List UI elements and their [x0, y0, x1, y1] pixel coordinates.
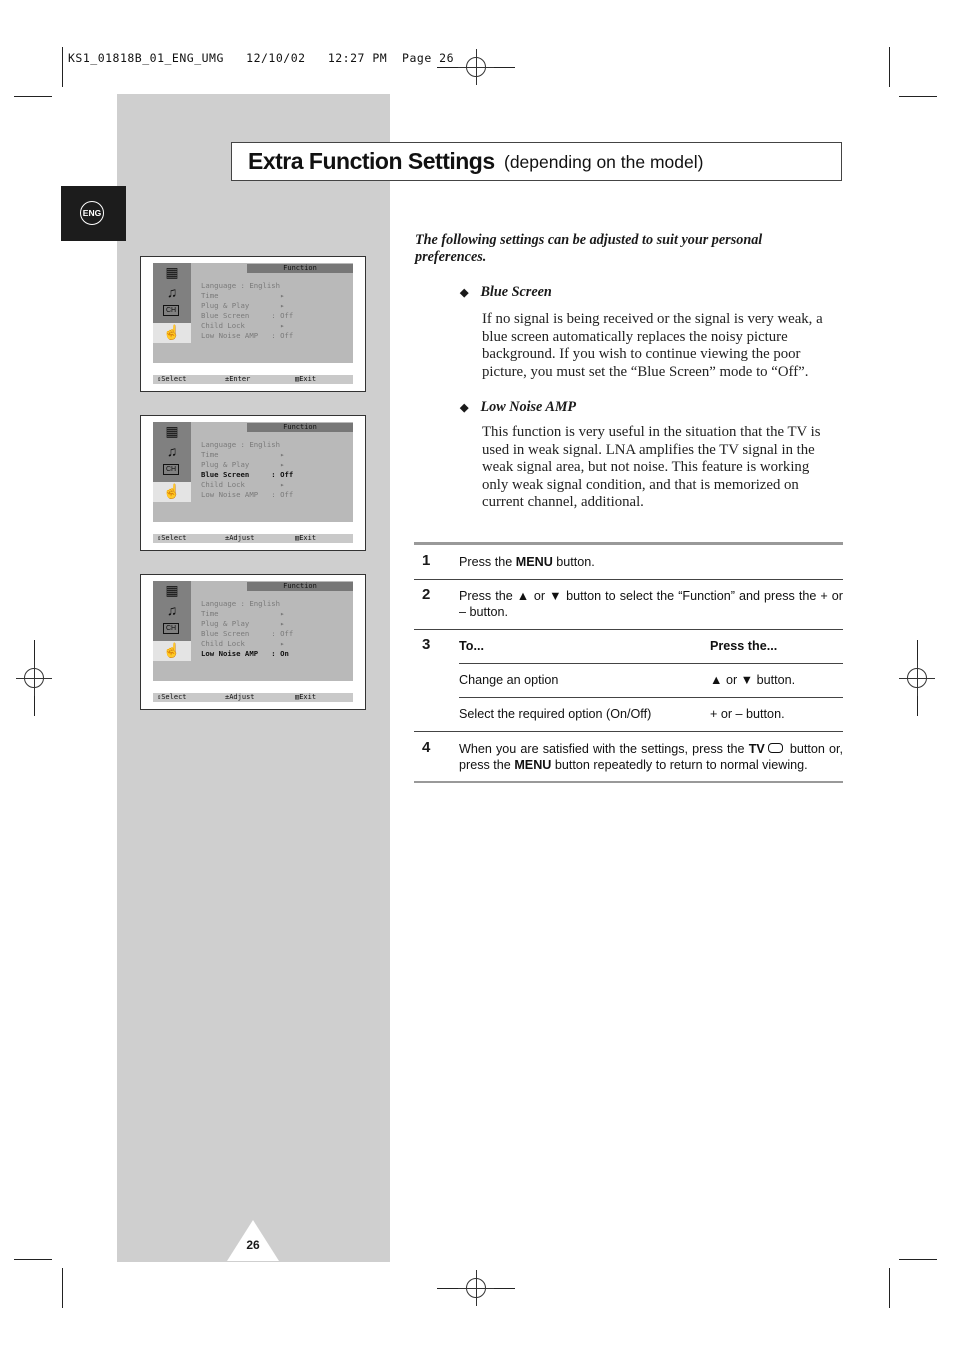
- step-3-row-to: Change an option: [459, 673, 559, 687]
- osd-screen-2: [140, 415, 366, 551]
- osd-footer-exit: ▥Exit: [295, 693, 317, 701]
- osd-footer-select: ⇕Select: [157, 534, 187, 542]
- crop-mark: [62, 47, 63, 87]
- channel-icon: CH: [163, 464, 179, 475]
- language-badge: ENG: [80, 201, 104, 225]
- osd-footer-enter: ±Enter: [225, 375, 251, 383]
- step-4-text: When you are satisfied with the settings, press the TV button or, press the MENU button repeatedly to return to normal viewing.: [459, 742, 844, 772]
- channel-icon: CH: [163, 623, 179, 634]
- registration-mark: [899, 660, 935, 696]
- osd-display: [153, 581, 353, 681]
- tv-button-icon: [768, 743, 783, 753]
- osd-row: Time ▸: [201, 609, 285, 618]
- print-slug: KS1_01818B_01_ENG_UMG 12/10/02 12:27 PM Page 26: [68, 51, 455, 65]
- bullet-heading-text: Blue Screen: [480, 284, 552, 300]
- osd-footer-adjust: ±Adjust: [225, 534, 255, 542]
- sound-icon: ♫: [166, 602, 178, 618]
- osd-display: [153, 263, 353, 363]
- osd-row: Time ▸: [201, 450, 285, 459]
- osd-row: Plug & Play ▸: [201, 619, 285, 628]
- osd-header: Function: [247, 582, 353, 591]
- picture-icon: ▦: [165, 423, 179, 439]
- osd-row: Language : English: [201, 281, 281, 290]
- osd-row: Child Lock ▸: [201, 321, 285, 330]
- crop-mark: [14, 96, 52, 97]
- bullet-heading-text: Low Noise AMP: [480, 399, 577, 415]
- osd-display: [153, 422, 353, 522]
- crop-mark: [899, 96, 937, 97]
- osd-row: Blue Screen : Off: [201, 629, 294, 638]
- sound-icon: ♫: [166, 443, 178, 459]
- osd-icon-column: [153, 422, 191, 502]
- osd-header: Function: [247, 423, 353, 432]
- page-title-box: [231, 142, 842, 181]
- crop-mark: [889, 1268, 890, 1308]
- registration-mark: [16, 660, 52, 696]
- language-tab: [61, 186, 126, 241]
- bullet-heading-low-noise-amp: [460, 399, 576, 416]
- registration-mark: [458, 49, 494, 85]
- intro-paragraph: The following settings can be adjusted to suit your personal preferences.: [415, 232, 763, 265]
- osd-footer: [153, 375, 353, 384]
- divider: [459, 697, 843, 698]
- crop-mark: [899, 1259, 937, 1260]
- step-2-text: Press the ▲ or ▼ button to select the “Function” and press the + or – button.: [459, 589, 843, 619]
- osd-icon-column: [153, 263, 191, 343]
- step-3-row-press: + or – button.: [710, 707, 785, 721]
- osd-row: Time ▸: [201, 291, 285, 300]
- osd-row: Plug & Play ▸: [201, 301, 285, 310]
- osd-row: Child Lock ▸: [201, 480, 285, 489]
- osd-screen-3: [140, 574, 366, 710]
- bullet-body-blue-screen: If no signal is being received or the signal is very weak, a blue screen automatically replaces the noisy picture background. If you wish to continue viewing the poor picture, you must set the “Blue Screen” mode to “Off”.: [482, 311, 823, 380]
- crop-mark: [62, 1268, 63, 1308]
- divider: [414, 629, 843, 630]
- osd-row: Language : English: [201, 440, 281, 449]
- picture-icon: ▦: [165, 264, 179, 280]
- osd-row: Low Noise AMP : Off: [201, 331, 294, 340]
- step-3-col-to: To...: [459, 639, 484, 653]
- sound-icon: ♫: [166, 284, 178, 300]
- osd-row: Language : English: [201, 599, 281, 608]
- osd-row: Blue Screen : Off: [201, 311, 294, 320]
- step-number: 4: [422, 739, 431, 756]
- step-1-text: Press the MENU button.: [459, 555, 595, 569]
- osd-footer-select: ⇕Select: [157, 693, 187, 701]
- osd-row: Child Lock ▸: [201, 639, 285, 648]
- osd-footer: [153, 534, 353, 543]
- step-3-row-press: ▲ or ▼ button.: [710, 673, 796, 687]
- hand-icon: ☝: [163, 324, 181, 340]
- divider: [459, 663, 843, 664]
- step-number: 3: [422, 636, 431, 653]
- page-subtitle: (depending on the model): [504, 152, 704, 172]
- crop-mark: [14, 1259, 52, 1260]
- step-3-row-to: Select the required option (On/Off): [459, 707, 652, 721]
- step-number: 2: [422, 586, 431, 603]
- osd-row: Plug & Play ▸: [201, 460, 285, 469]
- osd-screen-1: [140, 256, 366, 392]
- osd-footer-adjust: ±Adjust: [225, 693, 255, 701]
- hand-icon: ☝: [163, 483, 181, 499]
- osd-row-selected: Low Noise AMP : On: [201, 649, 289, 658]
- diamond-bullet-icon: ◆: [460, 402, 469, 414]
- hand-icon: ☝: [163, 642, 181, 658]
- osd-footer-exit: ▥Exit: [295, 534, 317, 542]
- channel-icon: CH: [163, 305, 179, 316]
- steps-bottom-rule: [414, 781, 843, 783]
- registration-mark: [458, 1270, 494, 1306]
- bullet-heading-blue-screen: [460, 284, 552, 301]
- steps-top-rule: [414, 542, 843, 545]
- divider: [414, 731, 843, 732]
- osd-footer-exit: ▥Exit: [295, 375, 317, 383]
- page-number: 26: [246, 1238, 260, 1252]
- page-title: Extra Function Settings: [248, 148, 495, 174]
- step-3-col-press: Press the...: [710, 639, 778, 653]
- bullet-body-low-noise-amp: This function is very useful in the situation that the TV is used in weak signal. LNA amplifies the TV signal in the weak signal area, but not noise. This feature is working only weak signal condition, and that is memorized on current channel, additional.: [482, 424, 821, 511]
- diamond-bullet-icon: ◆: [460, 287, 469, 299]
- divider: [414, 579, 843, 580]
- osd-footer-select: ⇕Select: [157, 375, 187, 383]
- crop-mark: [889, 47, 890, 87]
- osd-row: Low Noise AMP : Off: [201, 490, 294, 499]
- osd-header: Function: [247, 264, 353, 273]
- osd-footer: [153, 693, 353, 702]
- step-number: 1: [422, 552, 431, 569]
- osd-icon-column: [153, 581, 191, 661]
- osd-row-selected: Blue Screen : Off: [201, 470, 294, 479]
- picture-icon: ▦: [165, 582, 179, 598]
